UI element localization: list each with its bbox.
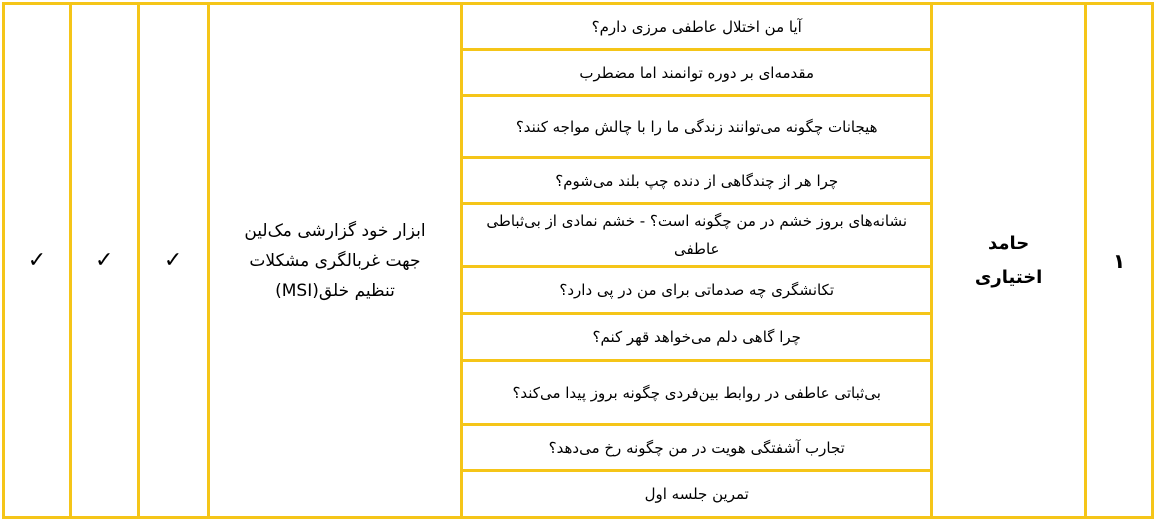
assessment-tool (208, 4, 462, 518)
topic-cell: آیا من اختلال عاطفی مرزی دارم؟ (462, 4, 932, 50)
tool-line: ابزار خود گزارشی مک‌لین (244, 220, 426, 241)
course-table (2, 2, 1154, 519)
topic-cell: نشانه‌های بروز خشم در من چگونه است؟ - خشم نمادی از بی‌ثباطی عاطفی (462, 204, 932, 267)
topic-cell: بی‌ثباتی عاطفی در روابط بین‌فردی چگونه بروز پیدا می‌کند؟ (462, 361, 932, 425)
row-number: ۱ (1086, 4, 1153, 518)
topic-cell: تکانشگری چه صدماتی برای من در پی دارد؟ (462, 267, 932, 314)
topic-cell: چرا هر از چندگاهی از دنده چپ بلند می‌شوم؟ (462, 158, 932, 204)
topic-cell: چرا گاهی دلم می‌خواهد قهر کنم؟ (462, 314, 932, 361)
topic-cell: تجارب آشفتگی هویت در من چگونه رخ می‌دهد؟ (462, 425, 932, 471)
check-mark-icon: ✓ (70, 4, 138, 518)
person-name (932, 4, 1086, 518)
tool-line: تنظیم خلق(MSI) (275, 280, 395, 301)
topic-cell: هیجانات چگونه می‌توانند زندگی ما را با چالش مواجه کنند؟ (462, 96, 932, 158)
person-first-name: حامد (987, 232, 1030, 254)
topic-cell: مقدمه‌ای بر دوره توانمند اما مضطرب (462, 50, 932, 96)
check-mark-icon: ✓ (4, 4, 71, 518)
person-last-name: اختیاری (974, 266, 1043, 288)
check-mark-icon: ✓ (138, 4, 208, 518)
tool-line: جهت غربالگری مشکلات (249, 250, 421, 271)
topic-cell: تمرین جلسه اول (462, 471, 932, 518)
